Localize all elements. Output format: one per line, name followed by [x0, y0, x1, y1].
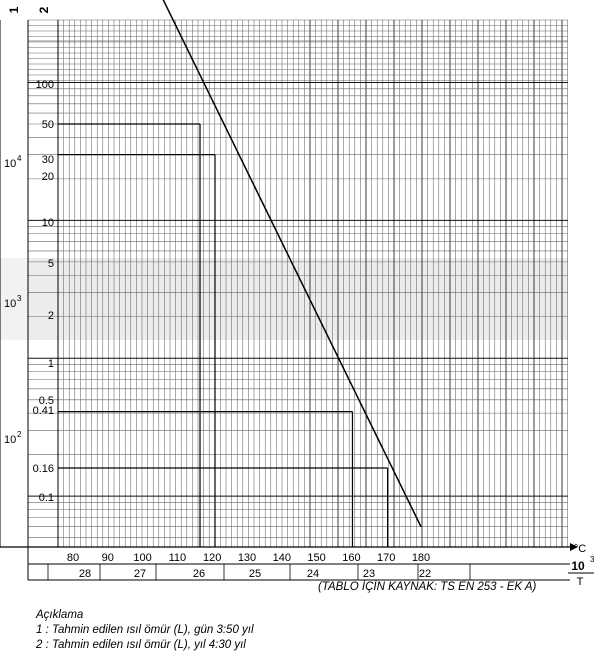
- legend-item: 1 : Tahmin edilen ısıl ömür (L), gün 3:50 yıl: [36, 624, 254, 636]
- y-tick-label: 1: [47, 358, 54, 370]
- y-outer-label: 10: [4, 434, 17, 446]
- x-tick-label: 110: [168, 552, 187, 564]
- x-tick-label: 170: [377, 552, 396, 564]
- y-outer-label: 10: [4, 298, 17, 310]
- x-reciprocal-label: 24: [306, 568, 320, 580]
- x-tick-label: 160: [342, 552, 361, 564]
- y-tick-label: 30: [41, 154, 54, 166]
- x-reciprocal-label: 27: [133, 568, 147, 580]
- x-tick-label: 140: [272, 552, 291, 564]
- x-reciprocal-label: 22: [418, 568, 432, 580]
- scale-label-2: 2: [37, 6, 51, 14]
- y-tick-label: 50: [41, 119, 54, 131]
- scale-label-1: 1: [7, 6, 21, 14]
- x-unit-celsius: °C: [573, 543, 587, 555]
- legend: [36, 608, 254, 653]
- x-reciprocal-label: 25: [248, 568, 262, 580]
- reciprocal-unit-top: 10: [571, 559, 585, 573]
- y-tick-label: 5: [47, 258, 54, 270]
- x-tick-label: 100: [133, 552, 152, 564]
- legend-title: Açıklama: [36, 609, 84, 621]
- source-note: (TABLO İÇİN KAYNAK: TS EN 253 - EK A): [318, 581, 537, 593]
- shade-band: [28, 258, 568, 340]
- x-reciprocal-label: 28: [78, 568, 92, 580]
- legend-item: 2 : Tahmin edilen ısıl ömür (L), yıl 4:30 yıl: [36, 639, 246, 651]
- y-tick-label: 10: [41, 217, 54, 229]
- y-tick-label: 0.16: [32, 463, 54, 475]
- x-tick-label: 150: [307, 552, 326, 564]
- y-tick-label: 100: [35, 79, 54, 91]
- x-reciprocal-label: 26: [192, 568, 206, 580]
- y-tick-label: 0.1: [38, 492, 54, 504]
- shaded-bands: [0, 258, 568, 340]
- x-tick-label: 120: [203, 552, 222, 564]
- y-tick-label: 0.5: [38, 395, 54, 407]
- x-reciprocal-label: 23: [362, 568, 376, 580]
- y-outer-label: 10: [4, 158, 17, 170]
- y-tick-label: 0.41: [32, 405, 54, 417]
- reciprocal-unit-exponent: 3: [590, 555, 595, 564]
- x-tick-label: 80: [66, 552, 80, 564]
- y-outer-exponent: 2: [17, 430, 22, 439]
- y-tick-label: 20: [41, 171, 54, 183]
- y-outer-exponent: 4: [17, 154, 22, 163]
- y-tick-label: 2: [47, 310, 54, 322]
- reciprocal-unit-bottom: T: [576, 576, 584, 588]
- x-tick-label: 130: [237, 552, 257, 564]
- x-tick-label: 90: [101, 552, 114, 564]
- x-tick-label: 180: [411, 552, 431, 564]
- y-outer-exponent: 3: [17, 294, 22, 303]
